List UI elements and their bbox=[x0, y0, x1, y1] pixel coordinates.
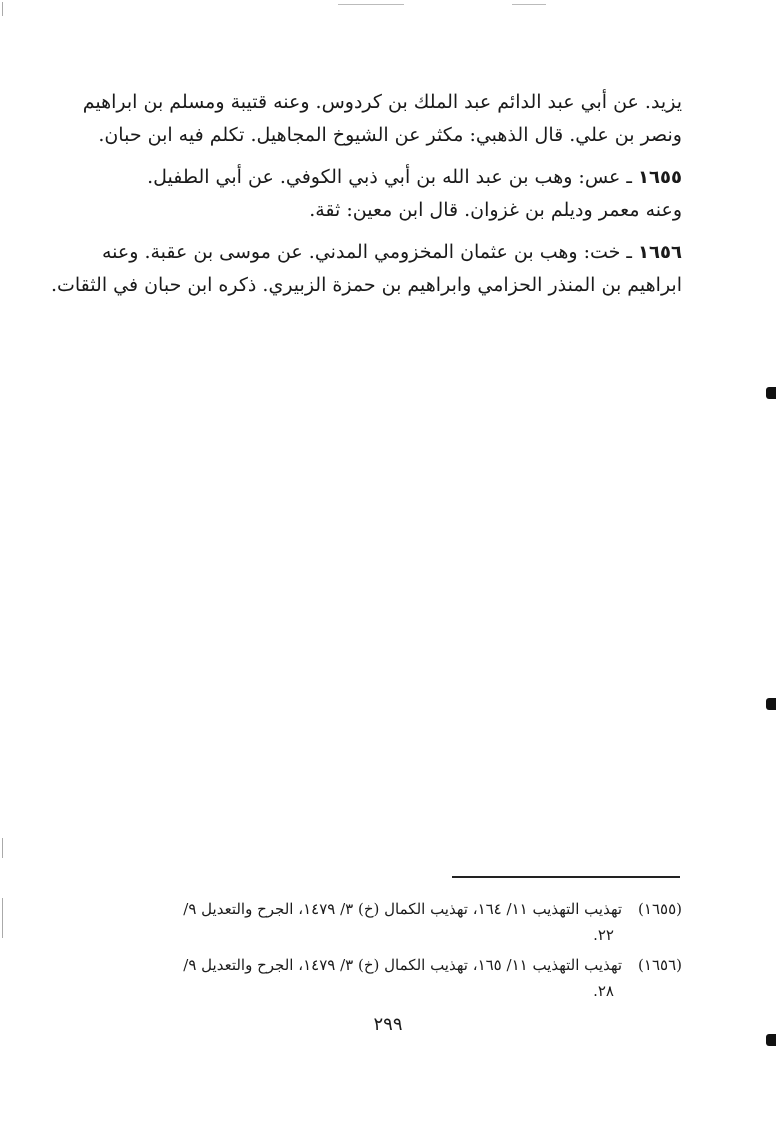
main-text bbox=[50, 86, 682, 302]
scan-edge-mark bbox=[766, 1034, 776, 1046]
footnote-line bbox=[112, 896, 682, 922]
footnote-text: تهذيب التهذيب ١١/ ١٦٤، تهذيب الكمال (خ) ٣/ ١٤٧٩، الجرح والتعديل ٩/ bbox=[183, 900, 623, 918]
footnote-id: (١٦٥٥) bbox=[638, 900, 682, 918]
entry-text: ـ عس: وهب بن عبد الله بن أبي ذبي الكوفي. عن أبي الطفيل. bbox=[147, 166, 632, 188]
footnotes bbox=[112, 896, 682, 1008]
text-line bbox=[101, 236, 682, 269]
top-edge-line bbox=[512, 4, 546, 5]
scan-edge-mark bbox=[766, 698, 776, 710]
footnote bbox=[112, 896, 682, 948]
top-edge-line bbox=[338, 4, 404, 5]
entry-1655 bbox=[126, 161, 682, 227]
entry-number: ١٦٥٥ bbox=[638, 167, 682, 188]
left-edge-tick bbox=[2, 2, 3, 16]
text-line: يزيد. عن أبي عبد الدائم عبد الملك بن كردوس. وعنه قتيبة ومسلم بن ابراهيم bbox=[82, 91, 682, 113]
text-line bbox=[126, 161, 682, 194]
text-line: وعنه معمر وديلم بن غزوان. قال ابن معين: ثقة. bbox=[309, 199, 682, 221]
footnote-text: تهذيب التهذيب ١١/ ١٦٥، تهذيب الكمال (خ) ٣/ ١٤٧٩، الجرح والتعديل ٩/ bbox=[183, 956, 623, 974]
paragraph-continuation bbox=[82, 86, 682, 152]
left-edge-tick bbox=[2, 838, 3, 858]
footnote-line bbox=[112, 952, 682, 978]
page-number: ٢٩٩ bbox=[373, 1014, 403, 1035]
entry-number: ١٦٥٦ bbox=[638, 242, 682, 263]
left-edge-tick bbox=[2, 898, 3, 938]
entry-text: ـ خت: وهب بن عثمان المخزومي المدني. عن موسى بن عقبة. وعنه bbox=[101, 241, 632, 263]
entry-1656 bbox=[50, 236, 682, 302]
footnote-continuation: ٢٢. bbox=[593, 926, 614, 944]
footnote bbox=[112, 952, 682, 1004]
footnote-continuation: ٢٨. bbox=[593, 982, 614, 1000]
footnote-separator bbox=[452, 876, 680, 878]
text-line: ونصر بن علي. قال الذهبي: مكثر عن الشيوخ المجاهيل. تكلم فيه ابن حبان. bbox=[98, 124, 682, 146]
scan-edge-mark bbox=[766, 387, 776, 399]
text-line: ابراهيم بن المنذر الحزامي وابراهيم بن حمزة الزبيري. ذكره ابن حبان في الثقات. bbox=[50, 274, 682, 296]
footnote-id: (١٦٥٦) bbox=[638, 956, 682, 974]
